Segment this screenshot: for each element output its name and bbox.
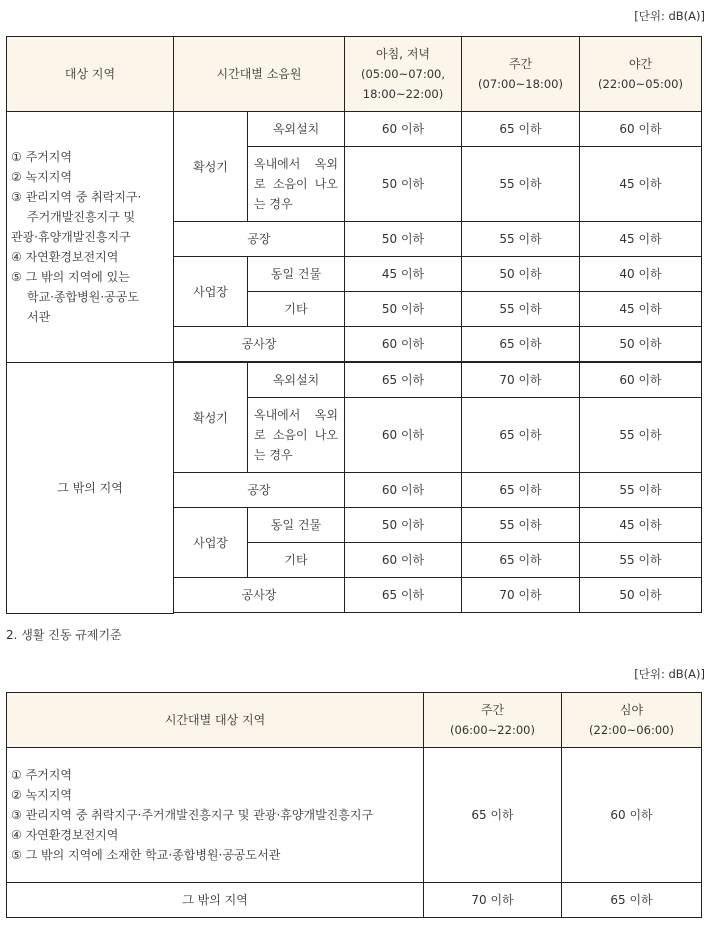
header-morning-evening: 아침, 저녁 (05:00~07:00, 18:00~22:00) [345,37,462,112]
header-target: 시간대별 대상 지역 [7,693,424,748]
unit-label-1: [단위: dB(A)] [634,9,705,23]
loudspeaker-label: 확성기 [174,112,248,222]
construction-label: 공사장 [174,578,345,613]
table-row [7,748,702,883]
value-cell: 45 이하 [580,508,702,543]
value-cell: 55 이하 [580,398,702,473]
header-daytime: 주간 (07:00~18:00) [462,37,580,112]
value-cell: 55 이하 [580,473,702,508]
value-cell: 50 이하 [345,292,462,327]
value-cell: 45 이하 [580,147,702,222]
noise-standard-table [6,36,702,614]
table-row [7,363,702,398]
value-cell: 60 이하 [345,327,462,362]
value-cell: 65 이하 [462,543,580,578]
value-cell: 45 이하 [345,257,462,292]
outdoor-label: 옥외설치 [248,363,345,398]
header-night: 야간 (22:00~05:00) [580,37,702,112]
value-cell: 50 이하 [462,257,580,292]
value-cell: 65 이하 [345,363,462,398]
value-cell: 65 이하 [462,327,580,362]
business-label: 사업장 [174,508,248,578]
header-night: 심야 (22:00~06:00) [562,693,702,748]
value-cell: 70 이하 [462,578,580,613]
value-cell: 70 이하 [424,883,562,918]
value-cell: 50 이하 [345,147,462,222]
indoor-label: 옥내에서 옥외로 소음이 나오는 경우 [248,147,345,222]
vibration-standard-table [6,692,702,918]
value-cell: 55 이하 [462,508,580,543]
unit-label-2: [단위: dB(A)] [634,667,705,681]
area-other: 그 밖의 지역 [7,363,174,614]
value-cell: 50 이하 [580,327,702,362]
value-cell: 60 이하 [345,112,462,147]
value-cell: 50 이하 [345,508,462,543]
value-cell: 65 이하 [462,398,580,473]
area-list-residential: ① 주거지역 ② 녹지지역 ③ 관리지역 중 취락지구· 주거개발진흥지구 및 관광·휴양개발진흥지구 ④ 자연환경보전지역 ⑤ 그 밖의 지역에 있는 학교·종합병원·공공도 서관 [7,112,174,363]
value-cell: 40 이하 [580,257,702,292]
header-daytime: 주간 (06:00~22:00) [424,693,562,748]
value-cell: 55 이하 [462,292,580,327]
section-title: 2. 생활 진동 규제기준 [6,628,122,642]
indoor-label: 옥내에서 옥외로 소음이 나오는 경우 [248,398,345,473]
same-building-label: 동일 건물 [248,508,345,543]
factory-label: 공장 [174,473,345,508]
value-cell: 60 이하 [345,398,462,473]
table-row [7,112,702,147]
value-cell: 70 이하 [462,363,580,398]
value-cell: 65 이하 [462,112,580,147]
value-cell: 45 이하 [580,292,702,327]
value-cell: 60 이하 [580,363,702,398]
other-label: 기타 [248,292,345,327]
value-cell: 45 이하 [580,222,702,257]
value-cell: 60 이하 [580,112,702,147]
value-cell: 65 이하 [462,473,580,508]
area-list-residential: ① 주거지역 ② 녹지지역 ③ 관리지역 중 취락지구·주거개발진흥지구 및 관광·휴양개발진흥지구 ④ 자연환경보전지역 ⑤ 그 밖의 지역에 소재한 학교·종합병원·공공도서관 [7,748,424,883]
value-cell: 65 이하 [424,748,562,883]
value-cell: 50 이하 [580,578,702,613]
value-cell: 55 이하 [580,543,702,578]
value-cell: 60 이하 [562,748,702,883]
header-target-area: 대상 지역 [7,37,174,112]
business-label: 사업장 [174,257,248,327]
value-cell: 50 이하 [345,222,462,257]
value-cell: 60 이하 [345,473,462,508]
value-cell: 65 이하 [562,883,702,918]
value-cell: 65 이하 [345,578,462,613]
construction-label: 공사장 [174,327,345,362]
outdoor-label: 옥외설치 [248,112,345,147]
other-label: 기타 [248,543,345,578]
value-cell: 55 이하 [462,222,580,257]
area-other: 그 밖의 지역 [7,883,424,918]
value-cell: 60 이하 [345,543,462,578]
table-row [7,883,702,918]
header-source: 시간대별 소음원 [174,37,345,112]
value-cell: 55 이하 [462,147,580,222]
same-building-label: 동일 건물 [248,257,345,292]
factory-label: 공장 [174,222,345,257]
loudspeaker-label: 확성기 [174,363,248,473]
